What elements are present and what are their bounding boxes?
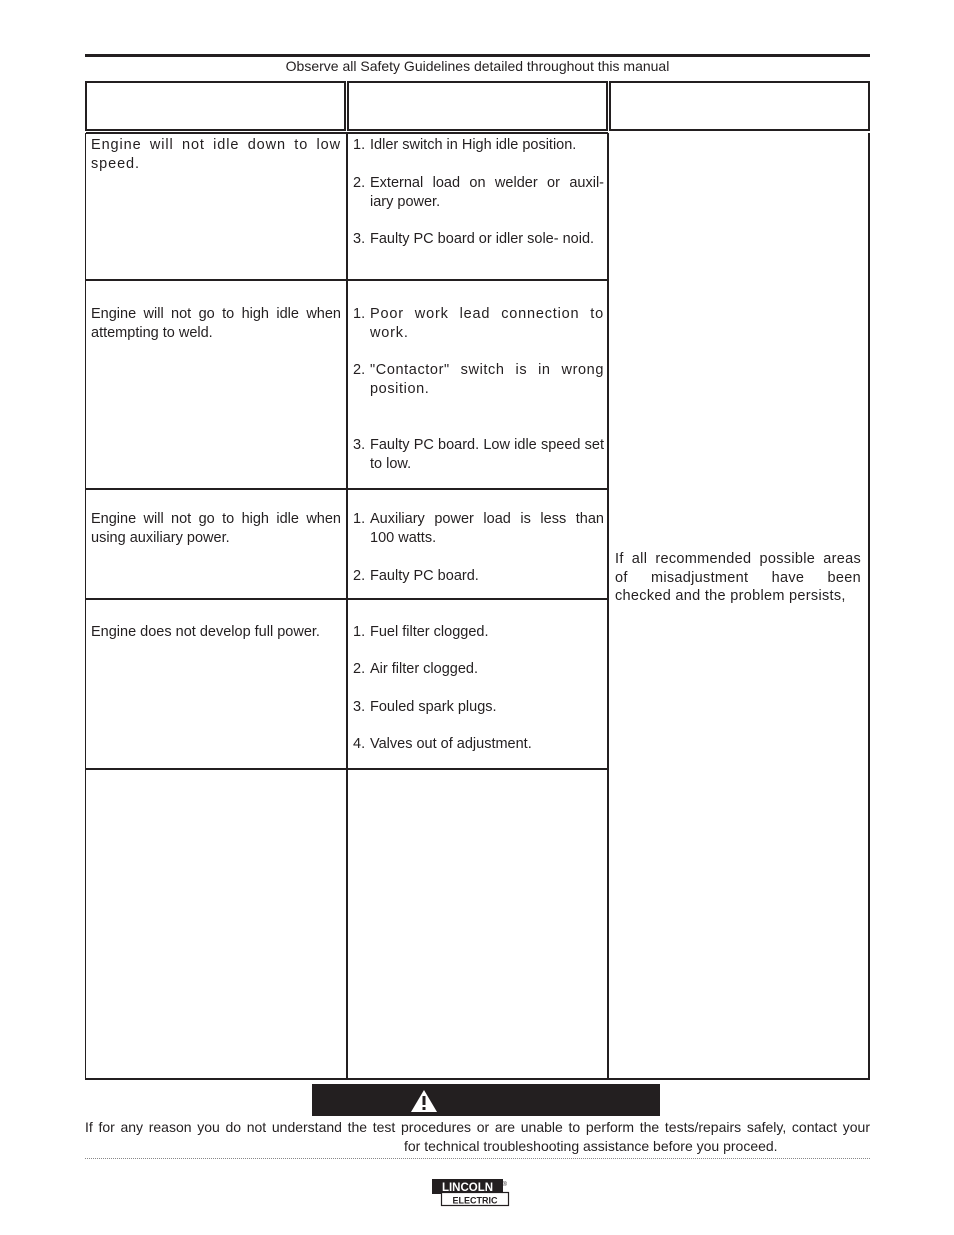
cause-item (353, 174, 604, 211)
footer-line-2: for technical troubleshooting assistance before you proceed. (404, 1138, 778, 1154)
cause-number: 2. (353, 661, 366, 677)
cause-number: 2. (353, 362, 366, 378)
cause-number: 4. (353, 736, 366, 752)
cause-item (353, 436, 604, 473)
cause-number: 1. (353, 306, 366, 322)
lincoln-electric-logo (432, 1179, 510, 1207)
cause-number: 3. (353, 231, 366, 247)
cause-item (353, 361, 604, 398)
cause-number: 1. (353, 511, 366, 527)
table-left-border (85, 133, 86, 1080)
problem-text: Engine does not develop full power. (91, 624, 320, 640)
cause-text: Faulty PC board. Low idle speed set to low. (370, 437, 604, 472)
row-separator-2 (86, 488, 608, 490)
cause-text: Faulty PC board. (370, 568, 479, 584)
row-separator-1 (86, 279, 608, 281)
column-header-action (609, 81, 870, 131)
cause-number: 2. (353, 568, 366, 584)
footer-line-1: If for any reason you do not understand the test procedures or are unable to perform the tests/repairs safely, contact your (85, 1119, 870, 1135)
table-bottom-border (85, 1078, 870, 1080)
row-separator-4 (86, 768, 608, 770)
cause-item (353, 623, 604, 642)
cause-item (353, 735, 604, 754)
cause-text: Air filter clogged. (370, 661, 478, 677)
cause-item (353, 510, 604, 547)
problem-text: Engine will not idle down to low speed. (91, 137, 341, 172)
column-header-problem (85, 81, 346, 131)
cause-item (353, 305, 604, 342)
footer-divider (85, 1158, 870, 1159)
cause-item (353, 136, 604, 155)
cause-text: Faulty PC board or idler sole- noid. (370, 231, 595, 247)
table-right-border (868, 133, 870, 1080)
column-divider-1 (346, 133, 348, 1080)
cause-text: Fouled spark plugs. (370, 699, 497, 715)
cause-text: External load on welder or auxil- iary power. (370, 175, 604, 210)
cause-item (353, 567, 604, 586)
problem-text: Engine will not go to high idle when using auxiliary power. (91, 511, 341, 546)
recommended-action-text: If all recommended possible areas of misadjustment have been checked and the problem persists, (615, 551, 861, 604)
cause-number: 1. (353, 137, 366, 153)
cause-text: Valves out of adjustment. (370, 736, 532, 752)
column-header-causes (347, 81, 608, 131)
cause-text: Idler switch in High idle position. (370, 137, 577, 153)
cause-number: 3. (353, 437, 366, 453)
row-separator-top (86, 132, 608, 134)
top-rule (85, 54, 870, 57)
column-divider-2 (607, 133, 609, 1080)
cause-number: 1. (353, 624, 366, 640)
warning-triangle-icon (410, 1089, 438, 1113)
cause-item (353, 230, 604, 249)
cause-text: Auxiliary power load is less than 100 watts. (370, 511, 604, 546)
cause-number: 2. (353, 175, 366, 191)
logo-registered-mark: ® (502, 1182, 507, 1188)
cause-item (353, 698, 604, 717)
cause-text: Fuel filter clogged. (370, 624, 489, 640)
cause-text: "Contactor" switch is in wrong position. (370, 362, 604, 397)
row-separator-3 (86, 598, 608, 600)
cause-text: Poor work lead connection to work. (370, 306, 604, 341)
logo-bottom-text: ELECTRIC (452, 1195, 498, 1206)
problem-text: Engine will not go to high idle when attempting to weld. (91, 306, 341, 341)
cause-number: 3. (353, 699, 366, 715)
cause-item (353, 660, 604, 679)
logo-graphic (432, 1179, 510, 1207)
warning-bar (312, 1084, 660, 1116)
logo-top-text: LINCOLN (441, 1181, 494, 1194)
safety-guideline: Observe all Safety Guidelines detailed throughout this manual (285, 58, 670, 74)
